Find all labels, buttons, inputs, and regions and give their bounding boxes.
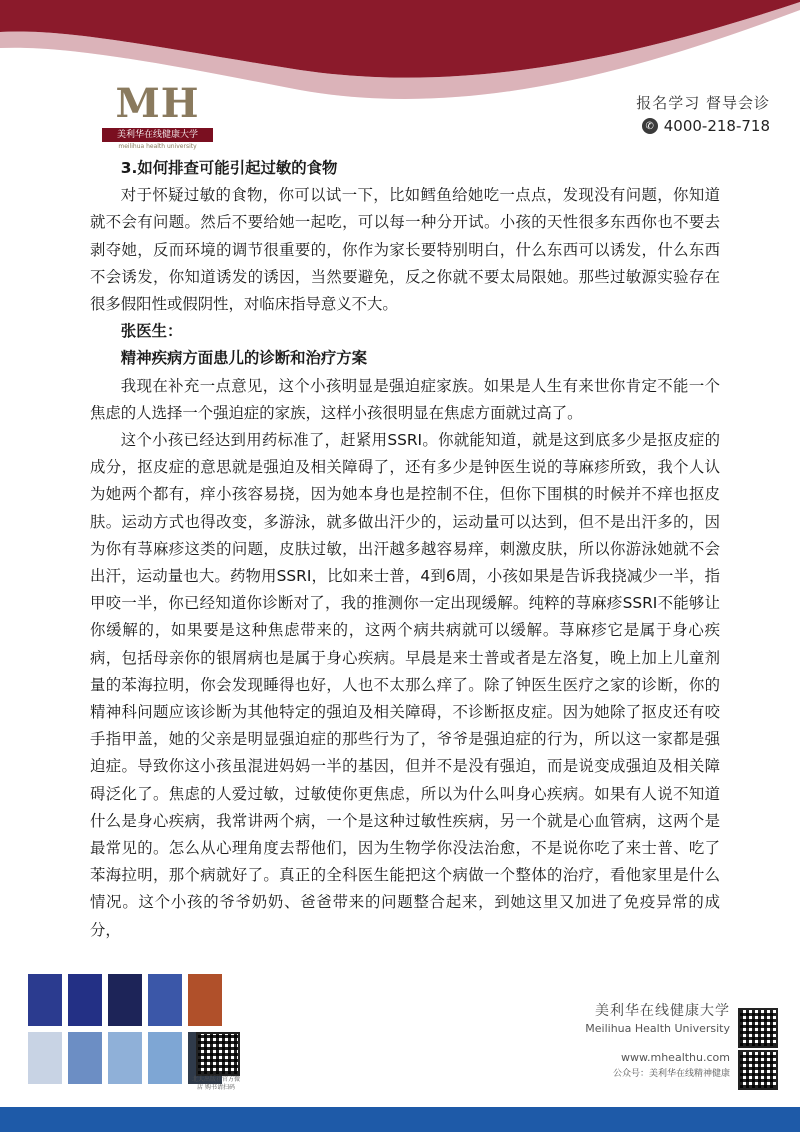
logo-subtitle: meilihua health university [118,143,197,150]
paragraph: 我现在补充一点意见，这个小孩明显是强迫症家族。如果是人生有来世你肯定不能一个焦虑的人选择一个强迫症的家族，这样小孩很明显在焦虑方面就过高了。 [90,376,720,422]
qr-code-website[interactable] [738,1008,778,1048]
phone-row[interactable] [636,117,770,135]
paragraph: 对于怀疑过敏的食物，你可以试一下，比如鳕鱼给她吃一点点，发现没有问题，你知道就不会有问题。然后不要给她一起吃，可以每一种分开试。小孩的天性很多东西你也不要去剥夺她，反而环境的调节很重要的，你作为家长要特别明白，什么东西可以诱发，什么东西不会诱发，你知道诱发的诱因，当然要避免，反之你就不要太局限她。那些过敏源实验存在很多假阳性或假阴性，对临床指导意义不大。 [90,186,720,314]
logo-monogram: MH [115,80,200,127]
university-name-en: Meilihua Health University [585,1022,730,1035]
qr-code-shop[interactable] [196,1032,240,1076]
section-heading: 3.如何排查可能引起过敏的食物 [120,159,338,177]
book-cover [28,974,62,1026]
website-url[interactable]: www.mhealthu.com [621,1051,730,1064]
qr-code-wechat[interactable] [738,1050,778,1090]
book-cover [188,974,222,1026]
qr-caption: 北大出版社官方微店 购书请扫码 [191,1076,240,1091]
header-slogan: 报名学习 督导会诊 [636,94,770,112]
speaker-label: 张医生： [120,322,183,341]
book-cover [108,974,142,1026]
book-cover [108,1032,142,1084]
book-cover [68,974,102,1026]
logo-ribbon: 美利华在线健康大学 [102,128,213,142]
university-name-cn: 美利华在线健康大学 [595,1003,730,1019]
book-cover [28,1032,62,1084]
footer-info [585,1000,730,1079]
phone-icon: ✆ [642,118,658,134]
paragraph: 这个小孩已经达到用药标准了，赶紧用SSRI。你就能知道，就是这到底多少是抠皮症的成分，抠皮症的意思就是强迫及相关障碍了，还有多少是钟医生说的荨麻疹所致，我个人认为她两个都有，痒小孩容易挠，因为她本身也是控制不住，但你下围棋的时候并不痒也抠皮肤。运动方式也得改变，多游泳，就多做出汗少的，运动量可以达到，但不是出汗多的，因为你有荨麻疹这类的问题，皮肤过敏，出汗越多越容易痒，刺激皮肤，所以你游泳她就不会出汗，运动量也大。药物用SSRI，比如来士普，4到6周，小孩如果是告诉我挠减少一半，指甲咬一半，你已经知道你诊断对了，我的推测你一定出现缓解。纯粹的荨麻疹SSRI不能够让你缓解的，如果要是这种焦虑带来的，这两个病共病就可以缓解。荨麻疹它是属于身心疾病，包括母亲你的银屑病也是属于身心疾病。早晨是来士普或者是左洛复，晚上加上儿童剂量的苯海拉明，你会发现睡得也好，人也不太那么痒了。除了钟医生医疗之家的诊断，你的精神科问题应该诊断为其他特定的强迫及相关障碍，不诊断抠皮症。因为她除了抠皮还有咬手指甲盖，她的父亲是明显强迫症的那些行为了，爷爷是强迫症的行为，所以这一家都是强迫症。导致你这小孩虽混进妈妈一半的基因，但并不是没有强迫，而是说变成强迫及相关障碍泛化了。焦虑的人爱过敏，过敏使你更焦虑，所以为什么叫身心疾病。如果有人说不知道什么是身心疾病，我常讲两个病，一个是这种过敏性疾病，另一个就是心血管病，这两个是最常见的。怎么从心理角度去帮他们，因为生物学你没法治愈，不是说你吃了来士普、吃了苯海拉明，那个病就好了。真正的全科医生能把这个病做一个整体的治疗，看他家里是什么情况。这个小孩的爷爷奶奶、爸爸带来的问题整合起来，到她这里又加进了免疫异常的成分， [90,431,720,939]
wechat-account: 公众号：美利华在线精神健康 [612,1069,730,1079]
book-cover [148,974,182,1026]
phone-number: 4000-218-718 [663,117,770,135]
footer-bar [0,1107,800,1132]
article-body [90,155,720,944]
book-cover [68,1032,102,1084]
section-heading: 精神疾病方面患儿的诊断和治疗方案 [120,349,368,368]
contact-block [636,92,770,135]
university-logo[interactable] [100,80,215,155]
book-cover [148,1032,182,1084]
